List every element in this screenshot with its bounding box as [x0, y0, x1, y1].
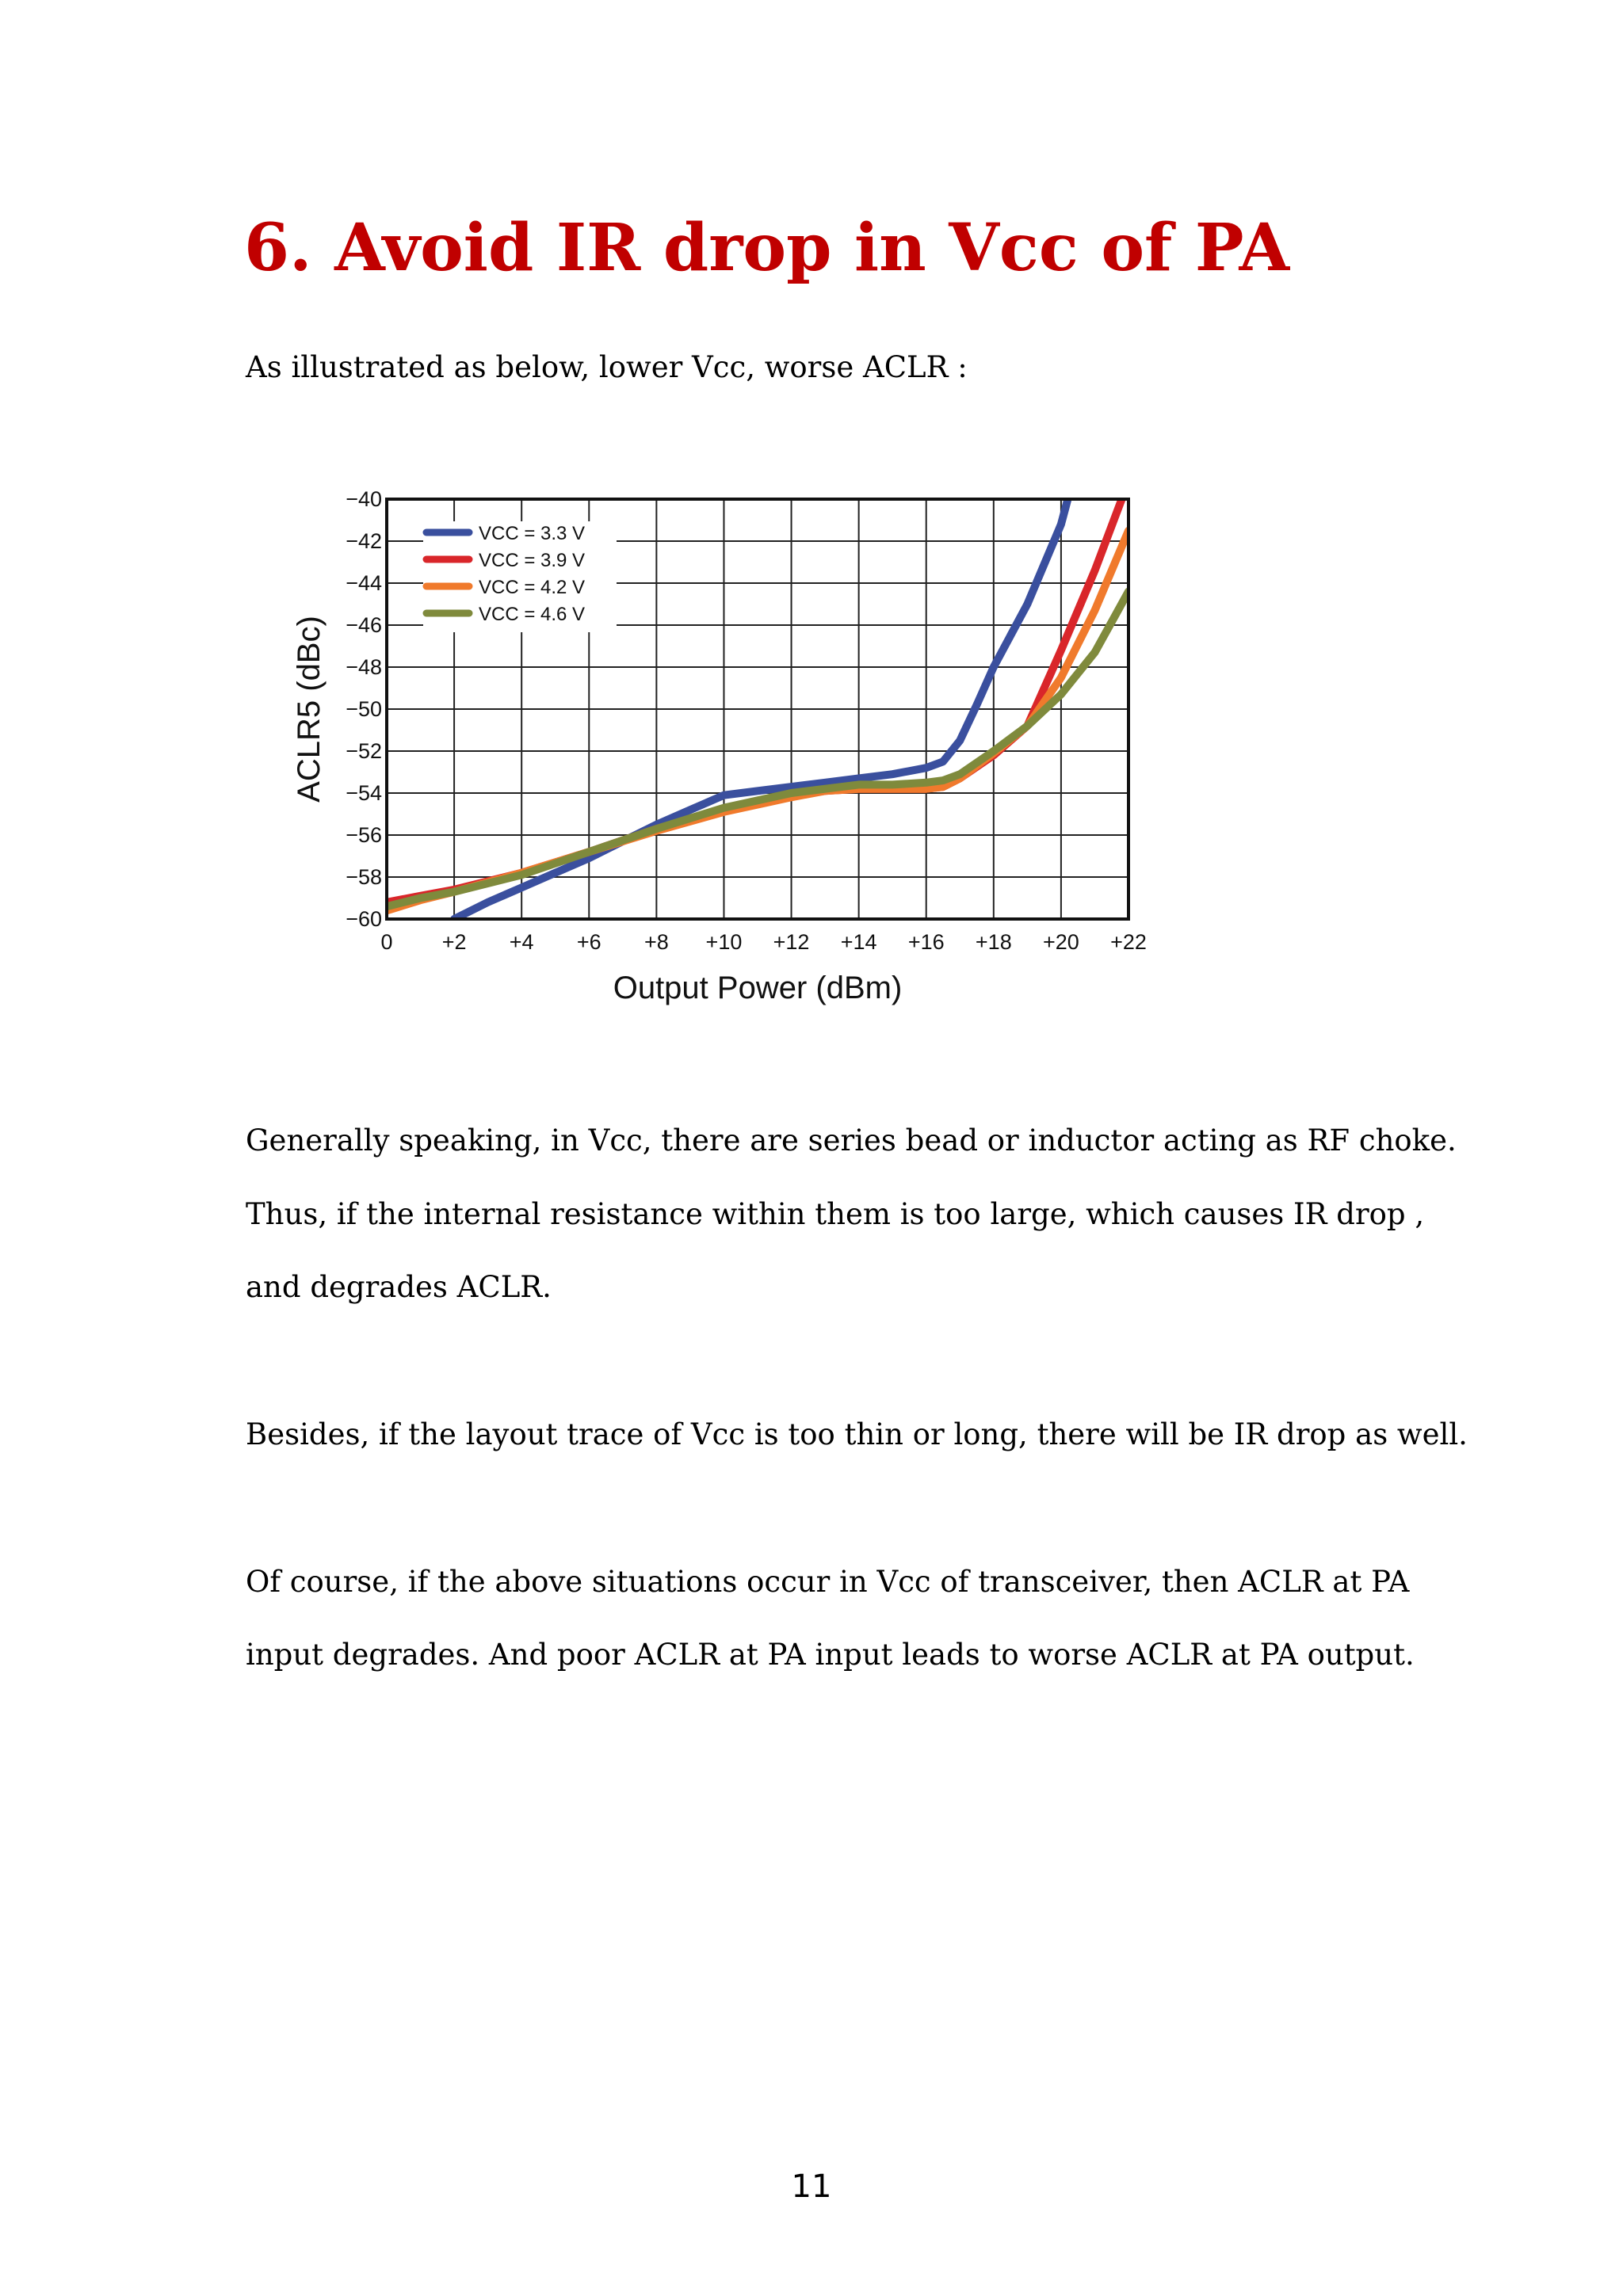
x-tick-label: +18 [975, 930, 1012, 954]
x-axis-label: Output Power (dBm) [613, 971, 903, 1005]
intro-text: As illustrated as below, lower Vcc, worse ACLR : [246, 350, 968, 384]
x-tick-label: +4 [509, 930, 534, 954]
aclr-chart-svg [269, 467, 1173, 1022]
legend-label-1: VCC = 3.3 V [479, 523, 586, 544]
paragraph-1-line-2: Thus, if the internal resistance within them is too large, which causes IR drop , [246, 1197, 1425, 1231]
paragraph-2: Besides, if the layout trace of Vcc is too thin or long, there will be IR drop as well. [246, 1417, 1468, 1451]
y-tick-label: −42 [346, 529, 382, 553]
paragraph-3-line-2: input degrades. And poor ACLR at PA input leads to worse ACLR at PA output. [246, 1638, 1415, 1672]
x-tick-label: +22 [1110, 930, 1147, 954]
y-tick-label: −46 [346, 613, 382, 637]
y-tick-label: −60 [346, 907, 382, 931]
y-tick-label: −56 [346, 823, 382, 847]
x-tick-label: +6 [576, 930, 601, 954]
y-tick-label: −58 [346, 865, 382, 889]
paragraph-3-line-1: Of course, if the above situations occur in Vcc of transceiver, then ACLR at PA [246, 1565, 1410, 1599]
paragraph-1-line-1: Generally speaking, in Vcc, there are series bead or inductor acting as RF choke. [246, 1123, 1457, 1158]
y-tick-label: −52 [346, 739, 382, 763]
x-tick-label: +12 [773, 930, 810, 954]
x-tick-label: +8 [643, 930, 669, 954]
aclr-chart [269, 467, 1173, 1022]
y-tick-label: −50 [346, 697, 382, 721]
y-axis-label: ACLR5 (dBc) [292, 616, 327, 803]
x-tick-label: +14 [840, 930, 877, 954]
paragraph-1-line-3: and degrades ACLR. [246, 1270, 552, 1304]
x-tick-label: +16 [907, 930, 945, 954]
page-number: 11 [791, 2168, 832, 2205]
y-tick-label: −40 [346, 487, 382, 511]
legend-label-4: VCC = 4.6 V [479, 604, 586, 625]
page-title: 6. Avoid IR drop in Vcc of PA [244, 210, 1290, 286]
y-tick-label: −44 [346, 571, 382, 595]
x-tick-label: +10 [705, 930, 743, 954]
x-tick-label: +2 [441, 930, 467, 954]
legend-label-2: VCC = 3.9 V [479, 550, 586, 571]
x-tick-label: +20 [1043, 930, 1079, 954]
y-tick-label: −54 [346, 781, 382, 805]
x-tick-label: 0 [380, 930, 393, 954]
y-tick-label: −48 [346, 655, 382, 679]
legend-label-3: VCC = 4.2 V [479, 577, 586, 598]
